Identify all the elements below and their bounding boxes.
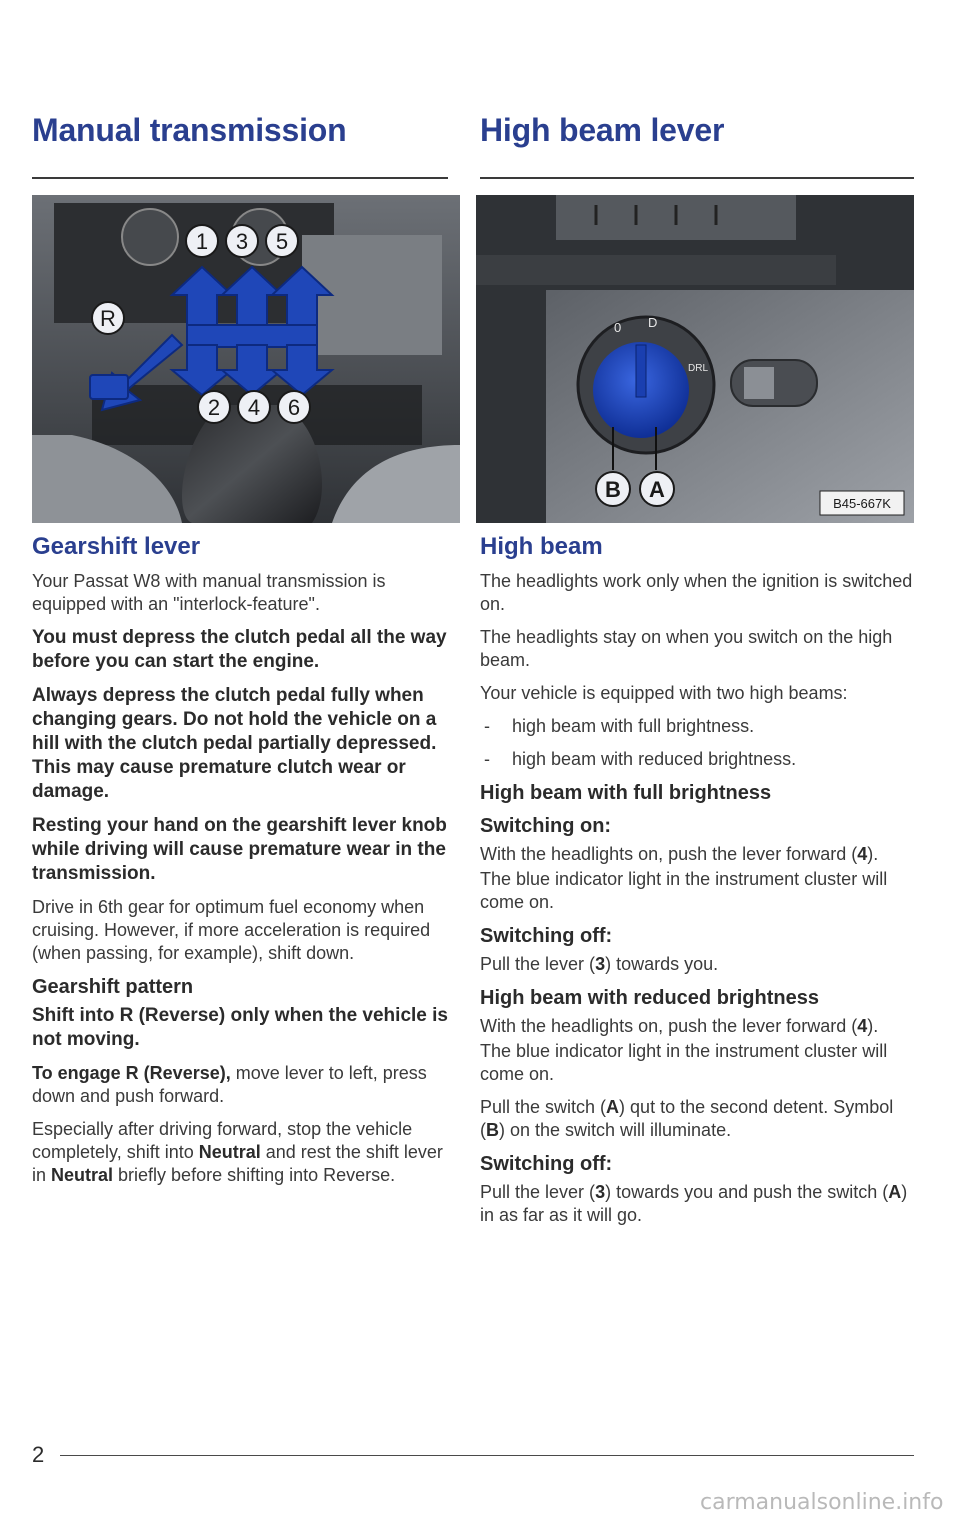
title-rule (32, 177, 448, 179)
list-item: - high beam with reduced brightness. (484, 749, 797, 769)
gear-2-icon (198, 391, 230, 423)
label-b-icon (596, 472, 630, 506)
svg-text:B: B (605, 477, 621, 502)
svg-text:3: 3 (235, 229, 249, 254)
warning-reverse: Shift into R (Reverse) only when the vehicle is not moving. (32, 1005, 448, 1050)
p-headlights-stay: The headlights stay on when you switch on the high beam. (480, 627, 893, 670)
gear-6-icon (278, 391, 310, 423)
svg-text:A: A (649, 477, 665, 502)
p-full-on-indicator: The blue indicator light in the instrument cluster will come on. (480, 869, 888, 912)
page-number: 2 (32, 1442, 45, 1467)
right-text (480, 532, 914, 1237)
list-item: - high beam with full brightness. (484, 716, 755, 736)
svg-text:5: 5 (275, 229, 289, 254)
heading-reduced-brightness: High beam with reduced brightness (480, 987, 819, 1009)
heading-switching-on: Switching on: (480, 815, 612, 837)
warning-hand-on-knob: Resting your hand on the gearshift lever knob while driving will cause premature wear in the transmission. (32, 815, 447, 884)
image-code: B45-667K (833, 496, 891, 511)
page-title-high-beam-lever: High beam lever (480, 112, 725, 148)
gear-5-icon (266, 225, 298, 257)
switch-0-label: 0 (614, 320, 622, 335)
p-reduced-pull: Pull the switch (A) qut to the second detent. Symbol (B) on the switch will illuminate. (480, 1097, 894, 1140)
gear-1-icon (186, 225, 218, 257)
intro-paragraph: Your Passat W8 with manual transmission is equipped with an "interlock-feature". (32, 571, 386, 614)
drive-6th-paragraph: Drive in 6th gear for optimum fuel economy when cruising. However, if more acceleration is required (when passing, for example), shift down. (32, 897, 431, 963)
p-headlights-work: The headlights work only when the ignition is switched on. (480, 571, 913, 614)
engage-reverse-paragraph: To engage R (Reverse), move lever to left, press down and push forward. (32, 1063, 427, 1106)
p-reduced-off: Pull the lever (3) towards you and push the switch (A) in as far as it will go. (480, 1182, 908, 1225)
page-title-manual-transmission: Manual transmission (32, 112, 347, 148)
svg-text:6: 6 (287, 395, 301, 420)
especially-paragraph: Especially after driving forward, stop the vehicle completely, shift into Neutral and rest the shift lever in Neutral briefly before shifting into Reverse. (32, 1119, 443, 1185)
svg-text:2: 2 (207, 395, 221, 420)
switch-drl-label: DRL (688, 363, 709, 374)
p-reduced-indicator: The blue indicator light in the instrument cluster will come on. (480, 1041, 888, 1084)
warning-clutch-fully: Always depress the clutch pedal fully when changing gears. Do not hold the vehicle on a hill with the clutch pedal partially depressed. This may cause premature clutch wear or damage. (32, 685, 437, 802)
gearshift-photo (32, 195, 460, 523)
heading-high-beam: High beam (480, 533, 603, 560)
p-two-beams: Your vehicle is equipped with two high beams: (480, 683, 848, 703)
heading-switching-off-2: Switching off: (480, 1153, 613, 1175)
heading-gearshift-lever: Gearshift lever (32, 533, 201, 560)
p-full-off: Pull the lever (3) towards you. (480, 954, 719, 974)
gear-3-icon (226, 225, 258, 257)
footer-rule (60, 1455, 914, 1456)
warning-clutch-start: You must depress the clutch pedal all the way before you can start the engine. (32, 627, 447, 672)
gear-r-icon (92, 302, 124, 334)
watermark: carmanualsonline.info (700, 1490, 944, 1515)
heading-gearshift-pattern: Gearshift pattern (32, 976, 194, 998)
svg-text:R: R (100, 306, 116, 331)
switch-d-label: D (648, 315, 658, 330)
heading-switching-off: Switching off: (480, 925, 613, 947)
p-full-on: With the headlights on, push the lever forward (4). (480, 844, 879, 864)
high-beam-photo (476, 195, 914, 523)
svg-text:4: 4 (247, 395, 261, 420)
svg-text:1: 1 (195, 229, 209, 254)
title-rule-right (480, 177, 914, 179)
gear-4-icon (238, 391, 270, 423)
left-text (32, 532, 460, 1197)
label-a-icon (640, 472, 674, 506)
heading-full-brightness: High beam with full brightness (480, 782, 772, 804)
p-reduced-on: With the headlights on, push the lever forward (4). (480, 1016, 879, 1036)
